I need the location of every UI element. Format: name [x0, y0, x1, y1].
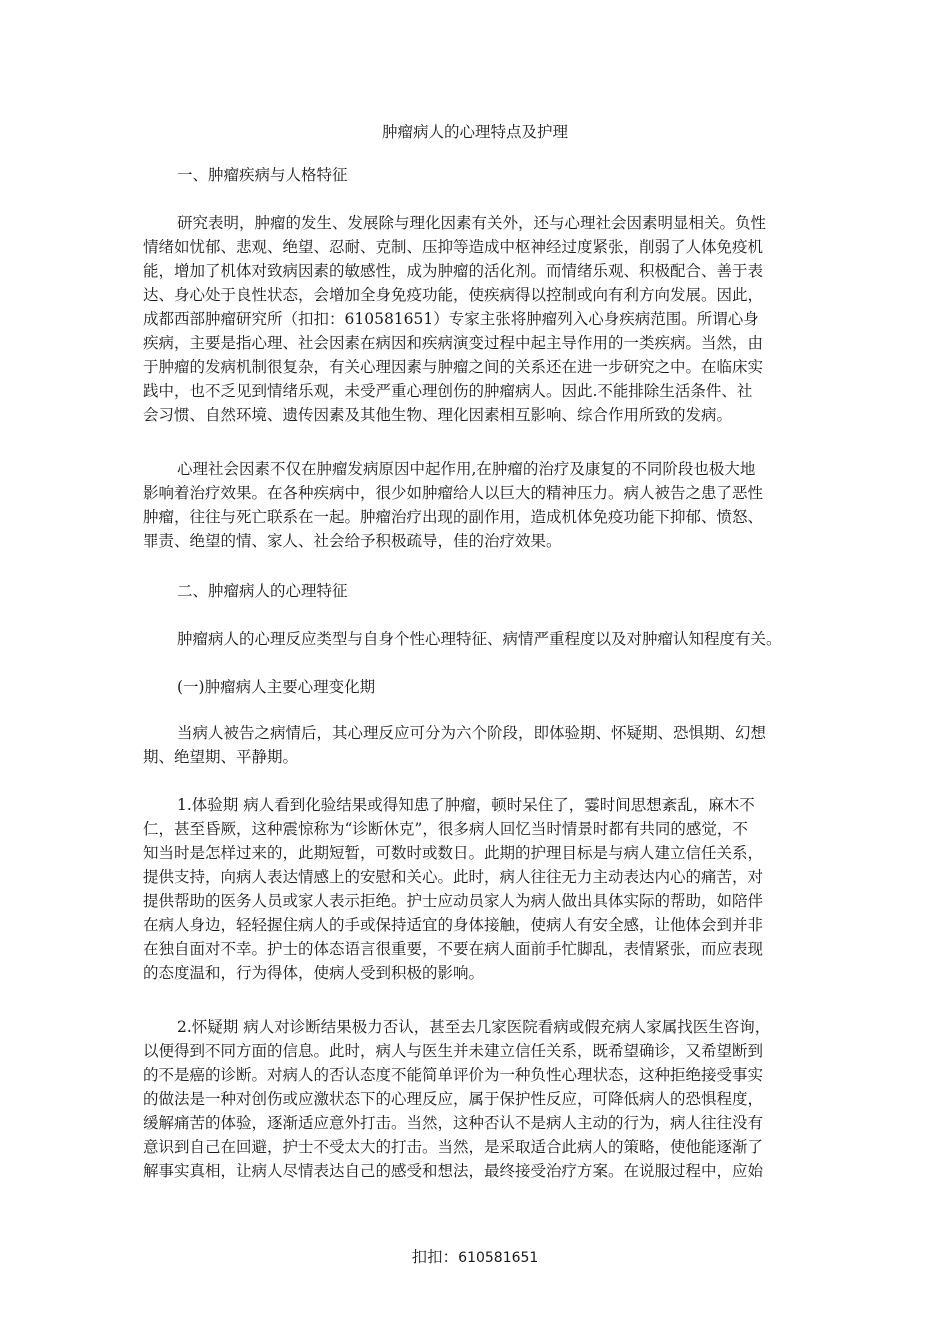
paragraph-line: 心理社会因素不仅在肿瘤发病原因中起作用,在肿瘤的治疗及康复的不同阶段也极大地: [177, 460, 756, 478]
paragraph-line: 肿瘤病人的心理反应类型与自身个性心理特征、病情严重程度以及对肿瘤认知程度有关。: [177, 630, 782, 648]
paragraph-line: 知当时是怎样过来的，此期短暂，可数时或数日。此期的护理目标是与病人建立信任关系，: [143, 844, 764, 862]
paragraph-line: 意识到自己在回避，护士不受太大的打击。当然，是采取适合此病人的策略，使他能逐渐了: [143, 1138, 764, 1156]
paragraph-line: 成都西部肿瘤研究所（扣扣：610581651）专家主张将肿瘤列入心身疾病范围。所谓心身: [143, 310, 759, 328]
page-footer: [0, 1246, 950, 1269]
paragraph-line: 于肿瘤的发病机制很复杂，有关心理因素与肿瘤之间的关系还在进一步研究之中。在临床实: [143, 358, 764, 376]
paragraph-line: 践中，也不乏见到情绪乐观，未受严重心理创伤的肿瘤病人。因此.不能排除生活条件、社: [143, 382, 753, 400]
paragraph-line: 提供帮助的医务人员或家人表示拒绝。护士应动员家人为病人做出具体实际的帮助，如陪伴: [143, 892, 764, 910]
paragraph-line: 当病人被告之病情后，其心理反应可分为六个阶段，即体验期、怀疑期、恐惧期、幻想: [177, 724, 767, 742]
sub-heading: (一)肿瘤病人主要心理变化期: [177, 678, 376, 696]
paragraph-line: 仁，甚至昏厥，这种震惊称为“诊断休克”，很多病人回忆当时情景时都有共同的感觉，不: [143, 820, 748, 838]
footer-number: 610581651: [458, 1250, 539, 1266]
paragraph-line: 达、身心处于良性状态，会增加全身免疫功能，使疾病得以控制或向有利方向发展。因此，: [143, 286, 764, 304]
paragraph-line: 影响着治疗效果。在各种疾病中，很少如肿瘤给人以巨大的精神压力。病人被告之患了恶性: [143, 484, 764, 502]
paragraph-line: 的态度温和，行为得体，使病人受到积极的影响。: [143, 964, 485, 982]
paragraph-line: 疾病，主要是指心理、社会因素在病因和疾病演变过程中起主导作用的一类疾病。当然，由: [143, 334, 764, 352]
footer-label: 扣扣：: [411, 1248, 459, 1266]
paragraph-line: 肿瘤，往往与死亡联系在一起。肿瘤治疗出现的副作用，造成机体免疫功能下抑郁、愤怒、: [143, 508, 764, 526]
paragraph-line: 罪责、绝望的情、家人、社会给予积极疏导，佳的治疗效果。: [143, 532, 562, 550]
paragraph-line: 以便得到不同方面的信息。此时，病人与医生并未建立信任关系，既希望确诊，又希望断到: [143, 1042, 764, 1060]
paragraph-line: 1.体验期 病人看到化验结果或得知患了肿瘤，顿时呆住了，霎时间思想紊乱，麻木不: [177, 796, 755, 814]
paragraph-line: 的不是癌的诊断。对病人的否认态度不能简单评价为一种负性心理状态，这种拒绝接受事实: [143, 1066, 764, 1084]
paragraph-line: 的做法是一种对创伤或应激状态下的心理反应，属于保护性反应，可降低病人的恐惧程度，: [143, 1090, 764, 1108]
paragraph-line: 在病人身边，轻轻握住病人的手或保持适宜的身体接触，使病人有安全感，让他体会到并非: [143, 916, 764, 934]
section-heading-1: 一、肿瘤疾病与人格特征: [177, 166, 348, 184]
paragraph-line: 在独自面对不幸。护士的体态语言很重要，不要在病人面前手忙脚乱，表情紧张，而应表现: [143, 940, 764, 958]
paragraph-line: 提供支持，向病人表达情感上的安慰和关心。此时，病人往往无力主动表达内心的痛苦，对: [143, 868, 764, 886]
paragraph-line: 情绪如忧郁、悲观、绝望、忍耐、克制、压抑等造成中枢神经过度紧张，削弱了人体免疫机: [143, 238, 764, 256]
section-heading-2: 二、肿瘤病人的心理特征: [177, 582, 348, 600]
paragraph-line: 能，增加了机体对致病因素的敏感性，成为肿瘤的活化剂。而情绪乐观、积极配合、善于表: [143, 262, 764, 280]
document-title: 肿瘤病人的心理特点及护理: [381, 123, 568, 141]
paragraph-line: 解事实真相，让病人尽情表达自己的感受和想法，最终接受治疗方案。在说服过程中，应始: [143, 1162, 764, 1180]
paragraph-line: 期、绝望期、平静期。: [143, 748, 299, 766]
paragraph-line: 缓解痛苦的体验，逐渐适应意外打击。当然，这种否认不是病人主动的行为，病人往往没有: [143, 1114, 764, 1132]
paragraph-line: 会习惯、自然环境、遗传因素及其他生物、理化因素相互影响、综合作用所致的发病。: [143, 406, 733, 424]
paragraph-line: 研究表明，肿瘤的发生、发展除与理化因素有关外，还与心理社会因素明显相关。负性: [177, 214, 767, 232]
paragraph-line: 2.怀疑期 病人对诊断结果极力否认，甚至去几家医院看病或假充病人家属找医生咨询，: [177, 1018, 771, 1036]
